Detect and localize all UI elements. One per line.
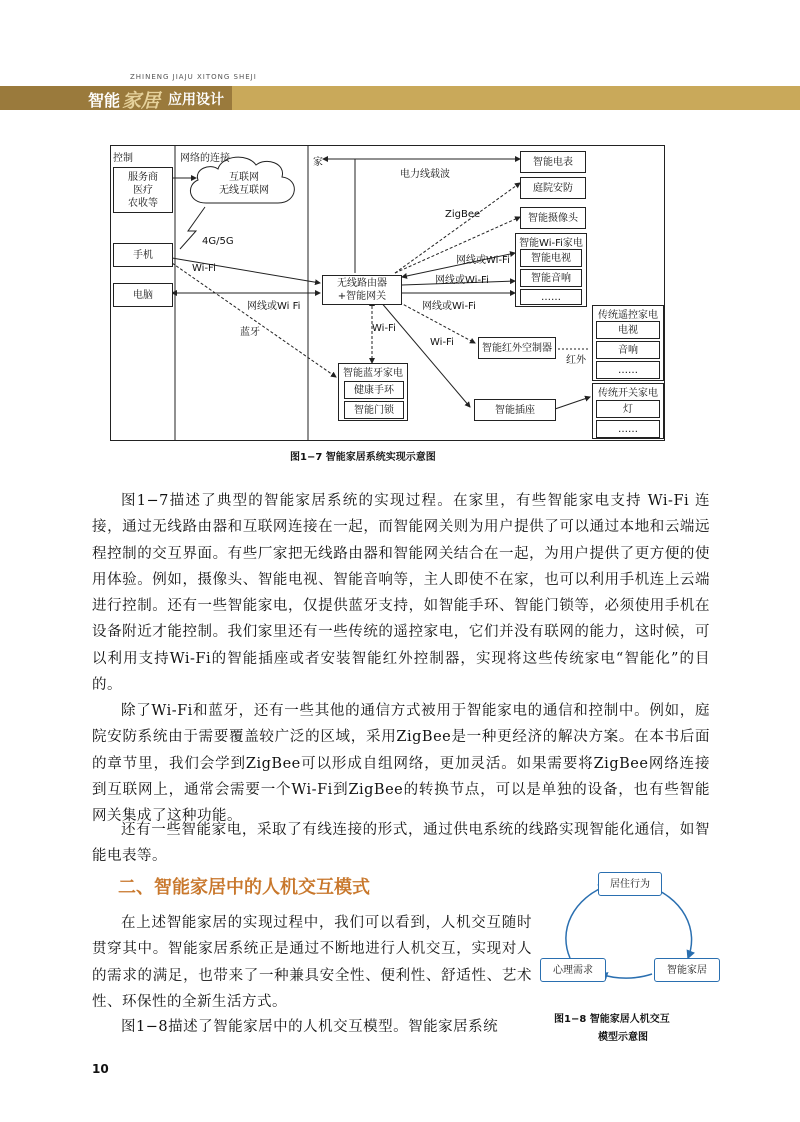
label-cable-wifi-3: 网线或Wi-Fi xyxy=(422,301,476,312)
label-cable-wifi-1: 网线或Wi-Fi xyxy=(456,255,510,266)
living-behavior-node: 居住行为 xyxy=(598,872,662,896)
label-4g5g: 4G/5G xyxy=(202,236,234,247)
label-infrared: 红外 xyxy=(566,355,586,366)
smart-lock-box: 智能门锁 xyxy=(344,401,404,419)
page-number: 10 xyxy=(92,1062,109,1076)
paragraph-1: 图1−7描述了典型的智能家居系统的实现过程。在家里，有些智能家电支持 Wi-Fi 连接，通过无线路由器和互联网连接在一起，而智能网关则为用户提供了可以通过本地和云端远程控制的交互界面。有些厂家把无线路由器和智能网关结合在一起，为用户提供了更方便的使用体验。例如，摄像头、智能电视、智能音响等，主人即使不在家，也可以利用手机连上云端进行控制。还有一些智能家电，仅提供蓝牙支持，如智能手环、智能门锁等，必须使用手机在设备附近才能控制。我们家里还有一些传统的遥控家电，它们并没有联网的能力，这时候，可以利用支持Wi-Fi的智能插座或者安装智能红外控制器，实现将这些传统家电“智能化”的目的。 xyxy=(92,493,710,694)
switch-appliance-more: …… xyxy=(596,420,660,438)
label-cable-wifi: 网线或Wi Fi xyxy=(247,301,301,312)
router-gateway-box: 无线路由器 +智能网关 xyxy=(322,275,402,305)
smart-speaker-box: 智能音响 xyxy=(520,269,582,287)
remote-audio-box: 音响 xyxy=(596,341,660,359)
header-title-part2: 家居 xyxy=(122,90,161,112)
label-wifi-bt: Wi-Fi xyxy=(372,323,396,334)
figure-1-8-caption-line2: 模型示意图 xyxy=(598,1032,648,1043)
smart-camera-box: 智能摄像头 xyxy=(520,207,586,229)
label-cable-wifi-2: 网线或Wi-Fi xyxy=(435,275,489,286)
phone-box: 手机 xyxy=(113,243,173,267)
yard-security-box: 庭院安防 xyxy=(520,177,586,199)
remote-appliance-group-title: 传统遥控家电 xyxy=(598,310,658,321)
paragraph-3: 还有一些智能家电，采取了有线连接的形式，通过供电系统的线路实现智能化通信，如智能电表等。 xyxy=(92,822,710,865)
paragraph-2: 除了Wi-Fi和蓝牙，还有一些其他的通信方式被用于智能家电的通信和控制中。例如，庭院安防系统由于需要覆盖较广泛的区域，采用ZigBee是一种更经济的解决方案。在本书后面的章节里，我们会学到ZigBee可以形成自组网络，更加灵活。如果需要将ZigBee网络连接到互联网上，通常会需要一个Wi-Fi到ZigBee的转换节点，可以是单独的设备，也有些智能网关集成了这种功能。 xyxy=(92,703,710,825)
header-pinyin: ZHINENG JIAJU XITONG SHEJI xyxy=(130,73,257,81)
section-heading: 二、智能家居中的人机交互模式 xyxy=(118,877,370,898)
psychological-need-node: 心理需求 xyxy=(540,958,606,982)
remote-appliance-more: …… xyxy=(596,361,660,379)
health-band-box: 健康手环 xyxy=(344,381,404,399)
label-zigbee: ZigBee xyxy=(445,209,481,220)
paragraph-5: 图1−8描述了智能家居中的人机交互模型。智能家居系统 xyxy=(121,1019,499,1035)
label-bluetooth: 蓝牙 xyxy=(240,327,260,338)
figure-1-8 xyxy=(540,862,730,1002)
figure-1-7 xyxy=(110,145,665,441)
smart-tv-box: 智能电视 xyxy=(520,249,582,267)
header-title-part3: 应用设计 xyxy=(168,92,224,108)
wifi-appliance-group-title: 智能Wi-Fi家电 xyxy=(519,238,583,249)
label-wifi-phone: Wi-Fi xyxy=(192,263,216,274)
header-title-part1: 智能 xyxy=(88,91,121,110)
section-label-control: 控制 xyxy=(113,153,133,164)
label-wifi-ir: Wi-Fi xyxy=(430,337,454,348)
switch-light-box: 灯 xyxy=(596,400,660,418)
paragraph-4: 在上述智能家居的实现过程中，我们可以看到，人机交互随时贯穿其中。智能家居系统正是通过不断地进行人机交互，实现对人的需求的满足，也带来了一种兼具安全性、便利性、舒适性、艺术性、环保性的全新生活方式。 xyxy=(92,915,532,1010)
switch-appliance-group-title: 传统开关家电 xyxy=(598,388,658,399)
service-provider-box: 服务商 医疗 农收等 xyxy=(113,167,173,213)
figure-1-8-caption-line1: 图1−8 智能家居人机交互 xyxy=(554,1014,670,1025)
figure-1-7-caption: 图1−7 智能家居系统实现示意图 xyxy=(290,452,436,463)
pc-box: 电脑 xyxy=(113,283,173,307)
smart-meter-box: 智能电表 xyxy=(520,151,586,173)
smart-home-node: 智能家居 xyxy=(654,958,720,982)
label-powerline: 电力线载波 xyxy=(400,169,450,180)
smart-socket-box: 智能插座 xyxy=(474,399,556,421)
cloud-label: 互联网 无线互联网 xyxy=(219,172,269,196)
section-label-network: 网络的连接 xyxy=(180,153,230,164)
section-label-home: 家 xyxy=(313,157,323,168)
ir-controller-box: 智能红外空制器 xyxy=(478,337,556,359)
bluetooth-appliance-group-title: 智能蓝牙家电 xyxy=(343,368,403,379)
remote-tv-box: 电视 xyxy=(596,321,660,339)
wifi-appliance-more: …… xyxy=(520,289,582,305)
